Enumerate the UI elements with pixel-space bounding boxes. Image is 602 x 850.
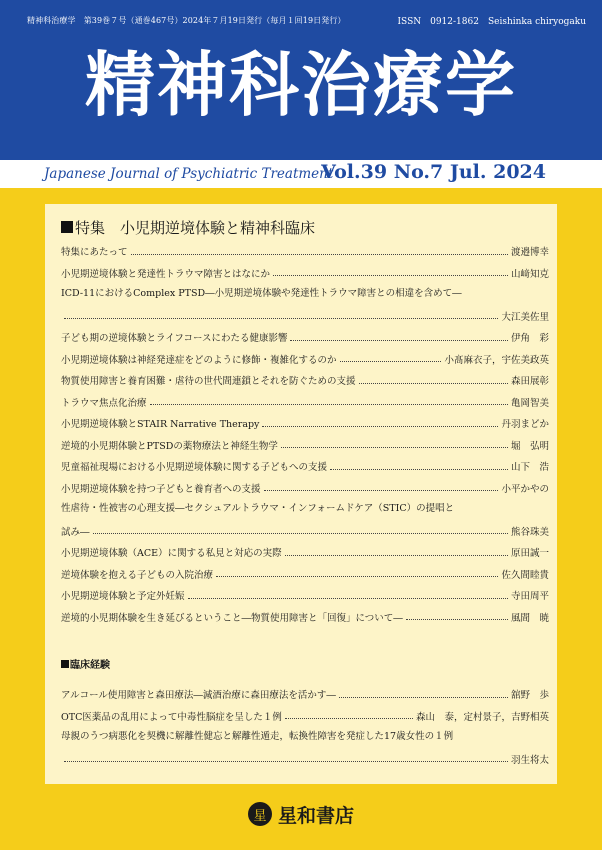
toc-entry [61, 328, 549, 346]
clinical-section-heading [61, 656, 110, 671]
special-feature-title: 特集 小児期逆境体験と精神科臨床 [75, 219, 316, 237]
toc-entry [61, 750, 549, 768]
article-author: 山﨑知克 [510, 268, 549, 280]
article-author: 大江美佐里 [501, 311, 549, 323]
article-author: 熊谷珠美 [510, 526, 549, 538]
dot-leader [131, 254, 508, 255]
article-title: 逆境体験を抱える子どもの入院治療 [61, 569, 214, 581]
article-title: 逆境的小児期体験とPTSDの薬物療法と神経生物学 [61, 440, 278, 452]
article-author: 森山 泰，定村景子，吉野相英 [415, 711, 549, 723]
dot-leader [339, 697, 508, 698]
article-author: 小平かやの [501, 483, 549, 495]
article-author: 丹羽まどか [501, 419, 549, 430]
toc-entry-line: 性虐待・性被害の心理支援―セクシュアルトラウマ・インフォームドケア（STIC）の提唱と [61, 503, 455, 514]
issue-info: 精神科治療学 第39巻７号（通巻467号）2024年７月19日発行（毎月１回19日発行） [27, 16, 346, 25]
header-band [0, 0, 602, 160]
article-author: 渡邉博幸 [510, 247, 549, 258]
dot-leader [330, 469, 508, 470]
toc-entry [61, 371, 549, 389]
article-title: 小児期逆境体験と発達性トラウマ障害とはなにか [61, 268, 271, 280]
dot-leader [264, 490, 499, 491]
toc-entry [61, 707, 549, 725]
toc-entry [61, 307, 549, 325]
dot-leader [262, 426, 498, 427]
article-title: 逆境的小児期体験を生き延びるということ―物質使用障害と「回復」について― [61, 612, 403, 624]
toc-entry [61, 565, 549, 583]
dot-leader [290, 340, 508, 341]
square-bullet-icon [61, 221, 73, 233]
article-title: 子ども期の逆境体験とライフコースにわたる健康影響 [61, 333, 288, 344]
article-title: 試み― [61, 526, 90, 538]
article-author: 佐久間睦貴 [501, 569, 549, 581]
journal-title: 精神科治療学 [85, 44, 517, 126]
dot-leader [406, 619, 508, 620]
dot-leader [273, 275, 508, 276]
article-author: 小髙麻衣子，宇佐美政英 [444, 354, 549, 366]
toc-entry [61, 543, 549, 561]
clinical-section-title: 臨床経験 [70, 660, 110, 671]
toc-entry [61, 264, 549, 282]
article-title: トラウマ焦点化治療 [61, 397, 147, 409]
article-author: 伊角 彩 [510, 333, 549, 344]
dot-leader [281, 447, 508, 448]
toc-entry [61, 242, 549, 260]
toc-entry [61, 350, 549, 368]
dot-leader [64, 318, 498, 319]
publisher-footer [0, 796, 602, 832]
article-title: 小児期逆境体験（ACE）に関する私見と対応の実際 [61, 548, 282, 559]
special-feature-heading [61, 217, 315, 238]
toc-entry [61, 522, 549, 540]
article-author: 山下 浩 [510, 462, 549, 473]
volume-issue: Vol.39 No.7 Jul. 2024 [321, 161, 546, 183]
article-author: 森田展彰 [510, 376, 549, 387]
toc-entry [61, 608, 549, 626]
contents-panel [45, 204, 557, 784]
dot-leader [150, 404, 508, 405]
article-title: 小児期逆境体験は神経発達症をどのように修飾・複雑化するのか [61, 354, 337, 366]
toc-entry [61, 457, 549, 475]
toc-entry-line: 母親のうつ病悪化を契機に解離性健忘と解離性遁走，転換性障害を発症した17歳女性の１例 [61, 731, 454, 742]
article-title: 小児期逆境体験と予定外妊娠 [61, 591, 185, 602]
article-author: 寺田周平 [510, 591, 549, 602]
toc-entry [61, 586, 549, 604]
dot-leader [188, 598, 508, 599]
square-bullet-icon [61, 660, 69, 668]
dot-leader [64, 761, 508, 762]
article-title: OTC医薬品の乱用によって中毒性脳症を呈した１例 [61, 711, 282, 723]
article-author: 風間 暁 [510, 612, 549, 624]
article-title: 特集にあたって [61, 247, 128, 258]
publisher-logo-icon: 星 [248, 802, 272, 826]
dot-leader [359, 383, 508, 384]
article-author: 亀岡智美 [510, 397, 549, 409]
article-author: 舘野 歩 [510, 690, 549, 701]
subtitle-bar [0, 160, 602, 188]
dot-leader [340, 361, 442, 362]
toc-entry-line: ICD-11におけるComplex PTSD―小児期逆境体験や発達性トラウマ障害との相違を含めて― [61, 288, 462, 299]
article-title: 小児期逆境体験を持つ子どもと養育者への支援 [61, 483, 261, 495]
dot-leader [93, 533, 508, 534]
article-author: 羽生将太 [510, 754, 549, 766]
article-title: 物質使用障害と養育困難・虐待の世代間連鎖とそれを防ぐための支援 [61, 376, 356, 387]
toc-entry [61, 479, 549, 497]
publisher-name: 星和書店 [277, 804, 354, 827]
article-title: アルコール使用障害と森田療法―減酒治療に森田療法を活かす― [61, 690, 336, 701]
toc-entry [61, 414, 549, 432]
toc-entry [61, 393, 549, 411]
dot-leader [285, 555, 508, 556]
article-author: 堀 弘明 [510, 440, 549, 452]
article-title: 小児期逆境体験とSTAIR Narrative Therapy [61, 419, 260, 430]
article-author: 原田誠一 [510, 548, 549, 559]
issn-info: ISSN 0912-1862 Seishinka chiryogaku [397, 17, 586, 27]
article-title: 児童福祉現場における小児期逆境体験に関する子どもへの支援 [61, 462, 328, 473]
dot-leader [285, 718, 413, 719]
toc-entry [61, 685, 549, 703]
toc-entry [61, 436, 549, 454]
journal-english-name: Japanese Journal of Psychiatric Treatment [44, 166, 334, 182]
dot-leader [216, 576, 498, 577]
